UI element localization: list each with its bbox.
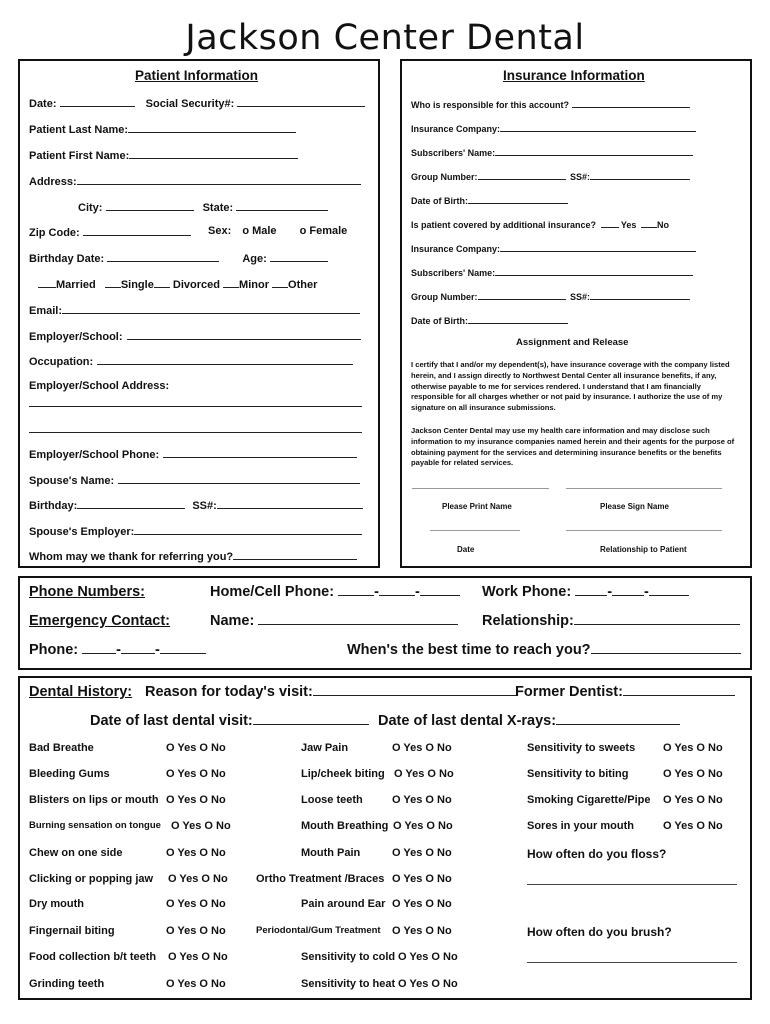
email-label: Email:: [29, 305, 63, 317]
responsible-field[interactable]: [411, 97, 690, 110]
subscriber-label: Subscribers' Name:: [411, 148, 496, 158]
home-cell-label: Home/Cell Phone:: [210, 584, 335, 600]
condition-label: Smoking Cigarette/Pipe: [527, 794, 651, 806]
yes-no-options[interactable]: O Yes O No: [392, 898, 452, 910]
condition-label: Bleeding Gums: [29, 768, 110, 780]
state-label: State:: [202, 202, 234, 214]
yes-no-options[interactable]: O Yes O No: [398, 951, 458, 963]
work-phone-field[interactable]: Work Phone: - -: [482, 584, 689, 600]
former-dentist-label: Former Dentist:: [515, 684, 623, 700]
emergency-name-label: Name:: [210, 613, 255, 629]
dob2-field[interactable]: [411, 313, 568, 326]
yes-no-options[interactable]: O Yes O No: [166, 978, 226, 990]
subscriber-field[interactable]: [411, 145, 693, 158]
condition-label: Dry mouth: [29, 898, 84, 910]
condition-label: Sensitivity to sweets: [527, 742, 636, 754]
dental-history-header: Dental History:: [29, 684, 133, 700]
spouse-name-field[interactable]: [29, 473, 360, 487]
additional-insurance-label: Is patient covered by additional insurance?: [411, 220, 597, 230]
yes-no-options[interactable]: O Yes O No: [168, 951, 228, 963]
last-xray-label: Date of last dental X-rays:: [378, 713, 557, 729]
additional-no-option[interactable]: No: [656, 220, 669, 230]
subscriber2-label: Subscribers' Name:: [411, 268, 496, 278]
yes-no-options[interactable]: O Yes O No: [393, 820, 453, 832]
relationship-field[interactable]: [482, 613, 740, 629]
condition-label: Mouth Pain: [301, 847, 361, 859]
best-time-field[interactable]: [347, 642, 741, 658]
condition-label: Jaw Pain: [301, 742, 349, 754]
other-option[interactable]: Other: [288, 279, 318, 291]
condition-label: Sensitivity to cold: [301, 951, 396, 963]
floss-answer-line[interactable]: [527, 884, 737, 885]
relationship-caption: Relationship to Patient: [600, 545, 687, 554]
yes-no-options[interactable]: O Yes O No: [392, 847, 452, 859]
condition-label: Bad Breathe: [29, 742, 94, 754]
dob-label: Date of Birth:: [411, 196, 468, 206]
insurance-ss-label: SS#:: [570, 172, 591, 182]
emergency-phone-label: Phone:: [29, 642, 79, 658]
insurance-ss2-label: SS#:: [570, 292, 591, 302]
additional-yes-option[interactable]: Yes: [620, 220, 637, 230]
insurance-company2-field[interactable]: [411, 241, 696, 254]
reason-field[interactable]: [145, 684, 517, 700]
work-phone-label: Work Phone:: [482, 584, 572, 600]
yes-no-options[interactable]: O Yes O No: [663, 820, 723, 832]
assignment-paragraph: I certify that I and/or my dependent(s), have insurance coverage with the company listed herein, and I assign directly to Northwest Dental Center all insurance benefits, if any, otherwise payable to me for services rendered. I understand that I am financially responsible for all charges whether or not paid by insurance. I authorize the use of my signature on all insurance submissions.: [411, 360, 730, 413]
yes-no-options[interactable]: O Yes O No: [392, 925, 452, 937]
group-number-label: Group Number:: [411, 172, 478, 182]
insurance-company-label: Insurance Company:: [411, 124, 501, 134]
sign-name-line[interactable]: [566, 488, 722, 489]
yes-no-options[interactable]: O Yes O No: [398, 978, 458, 990]
yes-no-options[interactable]: O Yes O No: [168, 873, 228, 885]
group-number2-label: Group Number:: [411, 292, 478, 302]
insurance-company-field[interactable]: [411, 121, 696, 134]
age-label: Age:: [242, 253, 267, 265]
employer-address-label: Employer/School Address:: [29, 380, 170, 392]
date-label: Date:: [29, 98, 57, 110]
sign-name-caption: Please Sign Name: [600, 502, 669, 511]
sex-label: Sex:: [208, 225, 232, 237]
additional-insurance-field[interactable]: [411, 217, 669, 230]
marital-status-field[interactable]: [38, 277, 317, 291]
yes-no-options[interactable]: O Yes O No: [166, 742, 226, 754]
last-visit-field[interactable]: [90, 713, 369, 729]
date-line[interactable]: [430, 530, 520, 531]
address-label: Address:: [29, 176, 77, 188]
condition-label: Sensitivity to heat: [301, 978, 396, 990]
form-title: Jackson Center Dental: [185, 18, 585, 58]
condition-label: Ortho Treatment /Braces: [256, 873, 385, 885]
condition-label: Sensitivity to biting: [527, 768, 629, 780]
insurance-company2-label: Insurance Company:: [411, 244, 501, 254]
condition-label: Periodontal/Gum Treatment: [256, 925, 381, 936]
spouse-employer-field[interactable]: [29, 524, 362, 538]
assignment-header: Assignment and Release: [516, 337, 629, 348]
home-cell-phone-field[interactable]: Home/Cell Phone: - -: [210, 584, 460, 600]
date-caption: Date: [457, 545, 475, 554]
condition-label: Pain around Ear: [301, 898, 386, 910]
yes-no-options[interactable]: O Yes O No: [166, 847, 226, 859]
condition-label: Fingernail biting: [29, 925, 115, 937]
condition-label: Grinding teeth: [29, 978, 105, 990]
responsible-label: Who is responsible for this account?: [411, 100, 570, 110]
dob2-label: Date of Birth:: [411, 316, 468, 326]
city-state-field[interactable]: [78, 200, 328, 214]
relationship-label: Relationship:: [482, 613, 574, 629]
yes-no-options[interactable]: O Yes O No: [166, 925, 226, 937]
sex-field[interactable]: [208, 225, 347, 237]
referral-label: Whom may we thank for referring you?: [29, 551, 234, 563]
print-name-line[interactable]: [412, 488, 549, 489]
last-name-field[interactable]: [29, 122, 296, 136]
last-visit-label: Date of last dental visit:: [90, 713, 253, 729]
brush-label: How often do you brush?: [527, 925, 672, 939]
divorced-option[interactable]: Divorced: [172, 279, 220, 291]
yes-no-options[interactable]: O Yes O No: [663, 794, 723, 806]
condition-label: Sores in your mouth: [527, 820, 634, 832]
employer-address-line1[interactable]: [29, 406, 362, 407]
spouse-ss-label: SS#:: [192, 500, 217, 512]
minor-option[interactable]: Minor: [239, 279, 269, 291]
reason-label: Reason for today's visit:: [145, 684, 313, 700]
address-field[interactable]: [29, 174, 361, 188]
yes-no-options[interactable]: O Yes O No: [392, 794, 452, 806]
employer-phone-field[interactable]: [29, 447, 357, 461]
date-field[interactable]: [29, 96, 365, 110]
insurance-info-header: Insurance Information: [503, 68, 645, 83]
city-label: City:: [78, 202, 103, 214]
yes-no-options[interactable]: O Yes O No: [392, 873, 452, 885]
best-time-label: When's the best time to reach you?: [347, 642, 591, 658]
male-option[interactable]: o Male: [242, 225, 277, 237]
occupation-label: Occupation:: [29, 356, 94, 368]
group-number2-field[interactable]: [411, 289, 690, 302]
occupation-field[interactable]: [29, 354, 353, 368]
phone-numbers-label: Phone Numbers:: [29, 584, 146, 600]
condition-label: Lip/cheek biting: [301, 768, 385, 780]
group-number-field[interactable]: [411, 169, 690, 182]
yes-no-options[interactable]: O Yes O No: [166, 898, 226, 910]
condition-label: Clicking or popping jaw: [29, 873, 154, 885]
yes-no-options[interactable]: O Yes O No: [394, 768, 454, 780]
condition-label: Loose teeth: [301, 794, 363, 806]
floss-label: How often do you floss?: [527, 847, 667, 861]
employer-field[interactable]: [29, 329, 361, 343]
last-xray-field[interactable]: [378, 713, 680, 729]
zip-field[interactable]: [29, 225, 191, 239]
relationship-line[interactable]: [566, 530, 722, 531]
condition-label: Chew on one side: [29, 847, 123, 859]
yes-no-options[interactable]: O Yes O No: [171, 820, 231, 832]
dob-field[interactable]: [411, 193, 568, 206]
female-option[interactable]: o Female: [299, 225, 348, 237]
single-option[interactable]: Single: [120, 279, 154, 291]
yes-no-options[interactable]: O Yes O No: [663, 768, 723, 780]
brush-answer-line[interactable]: [527, 962, 737, 963]
zip-label: Zip Code:: [29, 227, 80, 239]
patient-info-header: Patient Information: [135, 68, 259, 83]
employer-phone-label: Employer/School Phone:: [29, 449, 160, 461]
yes-no-options[interactable]: O Yes O No: [392, 742, 452, 754]
last-name-label: Patient Last Name:: [29, 124, 129, 136]
employer-label: Employer/School:: [29, 331, 123, 343]
spouse-name-label: Spouse's Name:: [29, 475, 115, 487]
birthday-label: Birthday Date:: [29, 253, 105, 265]
spouse-birthday-label: Birthday:: [29, 500, 78, 512]
first-name-field[interactable]: [29, 148, 298, 162]
yes-no-options[interactable]: O Yes O No: [166, 768, 226, 780]
condition-label: Food collection b/t teeth: [29, 951, 157, 963]
former-dentist-field[interactable]: [515, 684, 735, 700]
condition-label: Mouth Breathing: [301, 820, 389, 832]
subscriber2-field[interactable]: [411, 265, 693, 278]
first-name-label: Patient First Name:: [29, 150, 130, 162]
print-name-caption: Please Print Name: [442, 502, 512, 511]
emergency-name-field[interactable]: [210, 613, 458, 629]
married-option[interactable]: Married: [56, 279, 96, 291]
yes-no-options[interactable]: O Yes O No: [166, 794, 226, 806]
emergency-contact-label: Emergency Contact:: [29, 613, 171, 629]
employer-address-line2[interactable]: [29, 432, 362, 433]
spouse-employer-label: Spouse's Employer:: [29, 526, 135, 538]
condition-label: Blisters on lips or mouth: [29, 794, 159, 806]
spouse-birthday-field[interactable]: [29, 498, 363, 512]
referral-field[interactable]: [29, 549, 357, 563]
disclosure-paragraph: Jackson Center Dental may use my health care information and may disclose such information to my insurance companies named herein and their agents for the purpose of obtaining payment for the services and determining insurance benefits or the benefits payable for related services.: [411, 426, 735, 468]
birthday-field[interactable]: [29, 251, 328, 265]
condition-label: Burning sensation on tongue: [29, 820, 161, 831]
email-field[interactable]: [29, 303, 360, 317]
yes-no-options[interactable]: O Yes O No: [663, 742, 723, 754]
emergency-phone-field[interactable]: Phone: - -: [29, 642, 206, 658]
ssn-label: Social Security#:: [145, 98, 235, 110]
